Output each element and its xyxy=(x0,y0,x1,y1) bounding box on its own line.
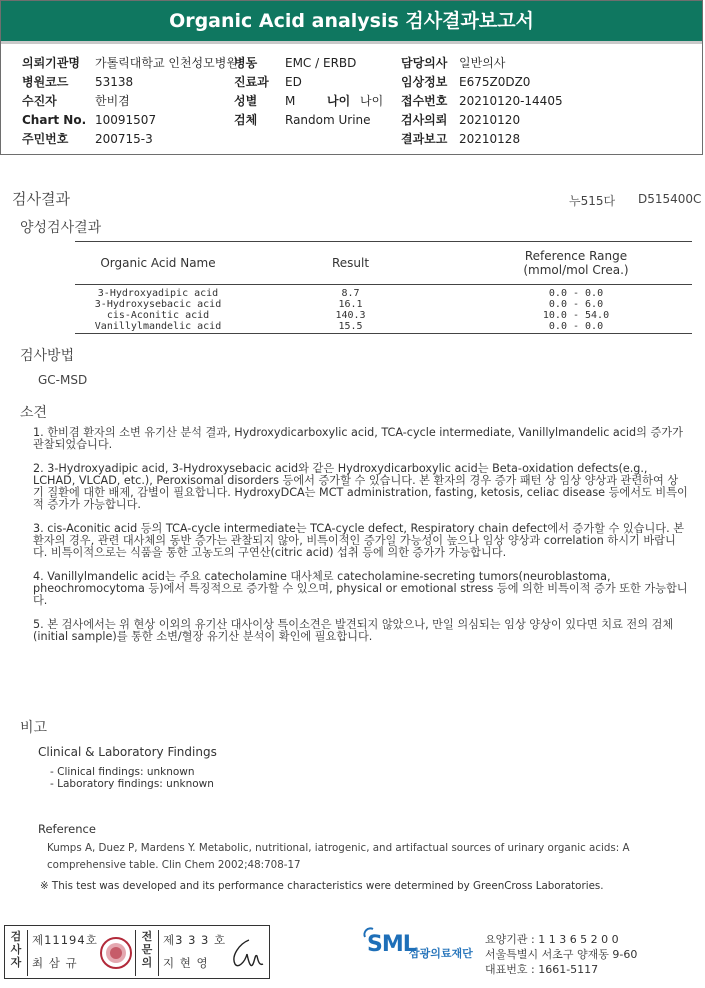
info-value: 20210120-14405 xyxy=(459,94,563,108)
inspector-name: 최 삼 규 xyxy=(32,956,78,970)
info-label: 나이 xyxy=(327,94,351,108)
info-label: 진료과 xyxy=(234,75,269,89)
results-table xyxy=(75,241,692,334)
info-label: 접수번호 xyxy=(401,94,448,108)
signature-icon xyxy=(225,934,267,974)
info-label: 담당의사 xyxy=(401,56,448,70)
acid-range: 0.0 - 0.0 xyxy=(548,288,604,299)
findings-body xyxy=(33,427,688,654)
info-label: 검사의뢰 xyxy=(401,113,448,127)
info-value: 20210128 xyxy=(459,132,521,146)
info-value: 53138 xyxy=(95,75,134,89)
info-col-2 xyxy=(234,54,383,130)
barcode-text: 누515다 xyxy=(569,194,616,208)
acid-range: 0.0 - 0.0 xyxy=(460,321,692,334)
acid-result: 15.5 xyxy=(241,321,460,334)
range-header-line1: Reference Range xyxy=(524,249,628,263)
table-row xyxy=(75,310,692,321)
doctor-name: 지 현 영 xyxy=(163,956,209,970)
signature-box xyxy=(4,925,270,979)
acid-name: Vanillylmandelic acid xyxy=(75,321,241,334)
clinical-finding-item: - Clinical findings: unknown xyxy=(50,766,195,778)
col-header-name: Organic Acid Name xyxy=(75,242,241,285)
results-title: 검사결과 xyxy=(12,190,70,208)
info-value: ED xyxy=(285,75,302,89)
info-value: Random Urine xyxy=(285,113,371,127)
info-label: 주민번호 xyxy=(22,132,69,146)
acid-range: 10.0 - 54.0 xyxy=(542,310,610,321)
doctor-label-text: 전문의 xyxy=(141,930,153,969)
acid-result: 140.3 xyxy=(335,310,366,321)
acid-result: 16.1 xyxy=(338,299,363,310)
inspector-label xyxy=(5,930,28,976)
info-col-3 xyxy=(401,54,563,149)
org-line: 대표번호 : 1661-5117 xyxy=(485,963,599,976)
doctor-number: 제3 3 3 호 xyxy=(163,933,227,947)
inspector-number: 제11194호 xyxy=(32,933,98,947)
info-col-1 xyxy=(22,54,238,149)
clinical-findings-list xyxy=(50,766,214,790)
seal-icon xyxy=(99,936,133,970)
info-value: 가톨릭대학교 인천성모병원 xyxy=(95,56,238,70)
info-label: 의뢰기관명 xyxy=(22,56,80,70)
acid-name: 3-Hydroxysebacic acid xyxy=(94,299,222,310)
table-row xyxy=(75,285,692,300)
col-header-result: Result xyxy=(241,242,460,285)
reference-title: Reference xyxy=(38,822,96,836)
reference-text: Kumps A, Duez P, Mardens Y. Metabolic, nutritional, iatrogenic, and artifactual sources of urinary organic acids: A comprehensive table. Clin Chem 2002;48:708-17 xyxy=(47,842,630,871)
info-label: Chart No. xyxy=(22,113,87,127)
info-value: 한비겸 xyxy=(95,94,130,108)
barcode-code: D515400C xyxy=(638,192,702,206)
info-value: 20210120 xyxy=(459,113,521,127)
info-value: 나이 xyxy=(360,94,384,108)
org-info xyxy=(485,932,637,977)
disclaimer-note: ※ This test was developed and its performance characteristics were determined by GreenCross Laboratories. xyxy=(40,880,604,892)
acid-range: 0.0 - 6.0 xyxy=(548,299,604,310)
info-value: 200715-3 xyxy=(95,132,153,146)
doctor-label xyxy=(135,930,159,976)
table-header-row xyxy=(75,242,692,285)
info-value: 10091507 xyxy=(95,113,157,127)
report-title: Organic Acid analysis 검사결과보고서 xyxy=(1,1,702,44)
info-label: 병동 xyxy=(234,56,258,70)
col-header-range xyxy=(460,242,692,285)
info-value: E675Z0DZ0 xyxy=(459,75,531,89)
org-logo-korean: 삼광의료재단 xyxy=(409,947,473,960)
info-value: 일반의사 xyxy=(459,56,506,70)
finding-paragraph: 3. cis-Aconitic acid 등의 TCA-cycle intermediate는 TCA-cycle defect, Respiratory chain defect에서 증가할 수 있습니다. 본 환자의 경우, 관련 대사체의 동반 증가는 관찰되지 않아, 비특이적인 증가일 가능성이 높으나 임상 양상과 correlation 하시기 바랍니다. 비특이적으로는 식품을 통한 고농도의 구연산(citric acid) 섭취 등에 의한 증가가 가능합니다. xyxy=(33,521,685,560)
info-label: 결과보고 xyxy=(401,132,448,146)
finding-paragraph: 2. 3-Hydroxyadipic acid, 3-Hydroxysebacic acid와 같은 Hydroxydicarboxylic acid는 Beta-oxidation defects(e.g., LCHAD, VLCAD, etc.), Peroxisomal disorders 등에서 증가할 수 있습니다. 본 환자의 경우 증가 패턴 상 임상 양상과 관련하여 상기 질환에 대한 배제, 감별이 필요합니다. HydroxyDCA는 MCT administration, fasting, ketosis, celiac disease 등에서도 비특이적 증가가 가능합니다. xyxy=(33,461,688,512)
method-title: 검사방법 xyxy=(20,348,75,364)
org-line: 요양기관 : 1 1 3 6 5 2 0 0 xyxy=(485,933,619,946)
org-line: 서울특별시 서초구 양재동 9-60 xyxy=(485,948,638,961)
range-header-line2: (mmol/mol Crea.) xyxy=(523,263,629,277)
acid-name: 3-Hydroxyadipic acid xyxy=(97,288,219,299)
info-value: EMC / ERBD xyxy=(285,56,357,70)
info-label: 임상정보 xyxy=(401,75,448,89)
finding-paragraph: 1. 한비겸 환자의 소변 유기산 분석 결과, Hydroxydicarboxylic acid, TCA-cycle intermediate, Vanillylmandelic acid의 증가가 관찰되었습니다. xyxy=(33,426,683,452)
table-row xyxy=(75,321,692,334)
method-value: GC-MSD xyxy=(38,373,88,387)
finding-paragraph: 4. Vanillylmandelic acid는 주요 catecholamine 대사체로 catecholamine-secreting tumors(neuroblastoma, pheochromocytoma 등)에서 특징적으로 증가할 수 있으며, physical or emotional stress 등에 의한 비특이적 증가 또한 가능합니다. xyxy=(33,569,688,608)
acid-name: cis-Aconitic acid xyxy=(106,310,210,321)
info-label: 병원코드 xyxy=(22,75,69,89)
clinical-findings-title: Clinical & Laboratory Findings xyxy=(38,745,217,759)
info-label: 수진자 xyxy=(22,94,57,108)
finding-paragraph: 5. 본 검사에서는 위 현상 이외의 유기산 대사이상 특이소견은 발견되지 않았으나, 만일 의심되는 임상 양상이 있다면 치료 전의 검체 (initial sample)를 통한 소변/혈장 유기산 분석이 확인에 필요합니다. xyxy=(33,617,674,643)
findings-title: 소견 xyxy=(20,405,48,421)
remarks-title: 비고 xyxy=(20,720,48,736)
positive-results-title: 양성검사결과 xyxy=(20,220,102,236)
info-label: 성별 xyxy=(234,94,258,108)
info-value: M xyxy=(285,94,296,108)
inspector-label-text: 검사자 xyxy=(10,930,22,969)
table-row xyxy=(75,299,692,310)
info-label: 검체 xyxy=(234,113,258,127)
org-logo: SML xyxy=(367,932,416,957)
clinical-finding-item: - Laboratory findings: unknown xyxy=(50,778,214,790)
acid-result: 8.7 xyxy=(341,288,360,299)
